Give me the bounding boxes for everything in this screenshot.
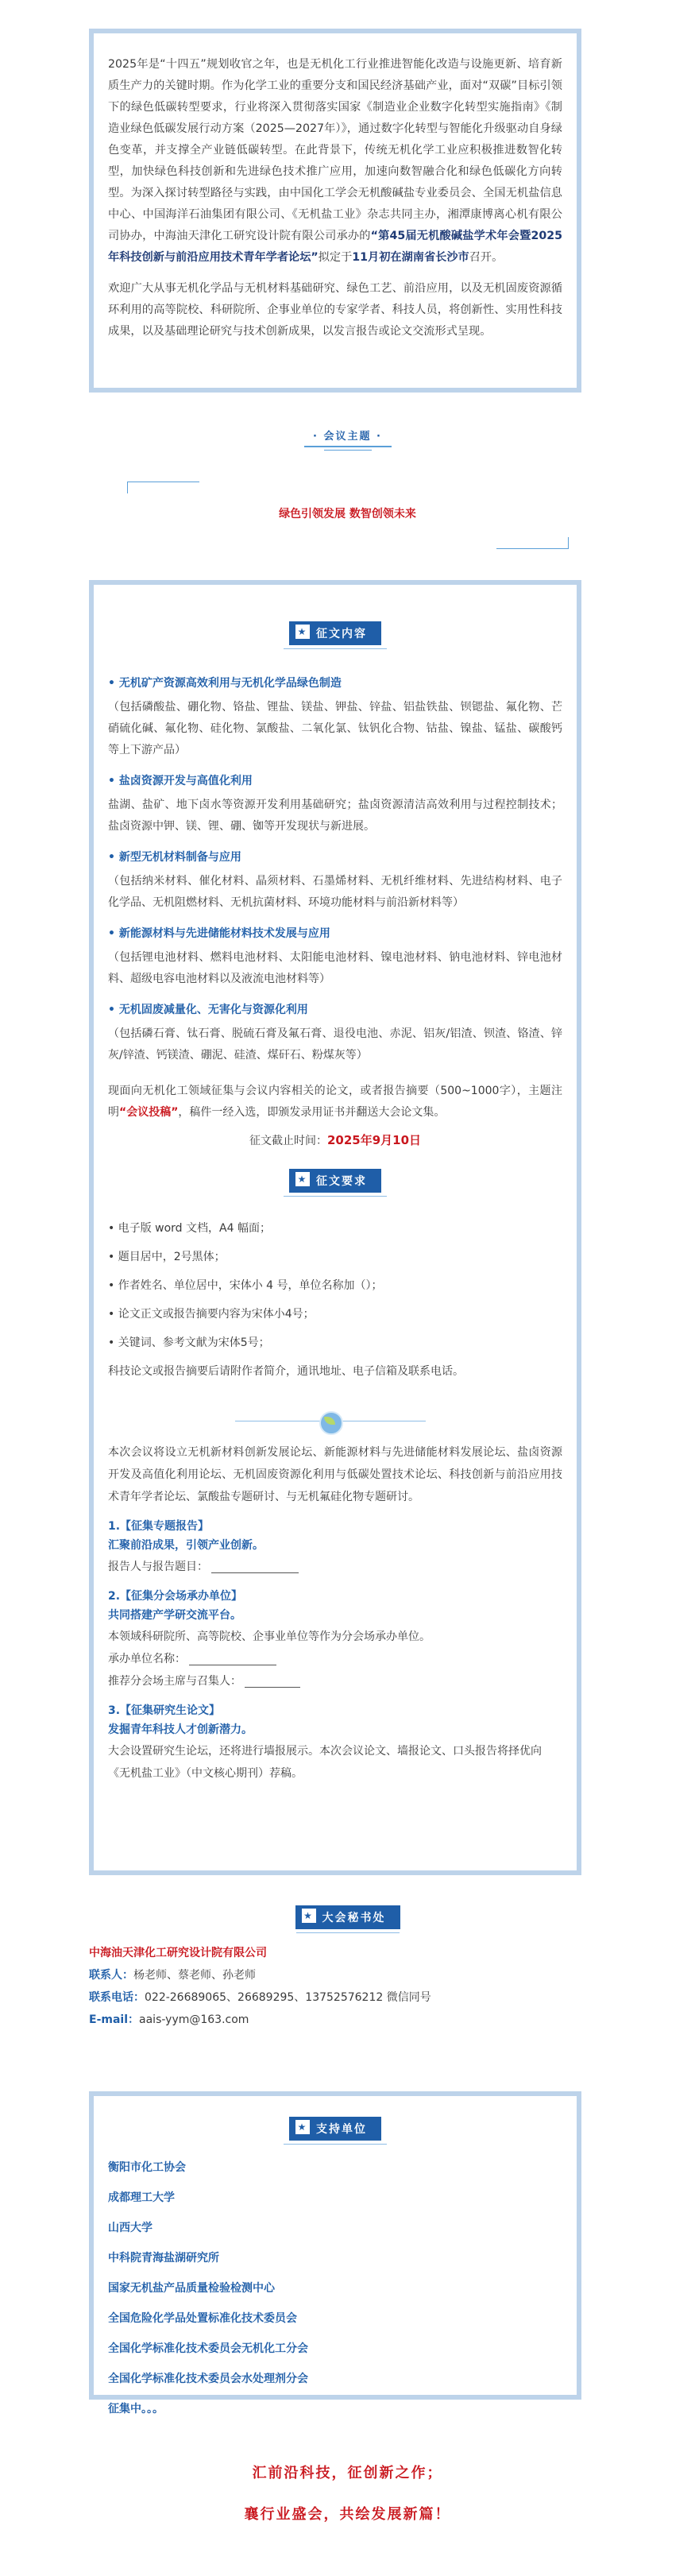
forum-block-title: 3.【征集研究生论文】 bbox=[108, 1704, 221, 1717]
office-phone: 联系电话：022-26689065、26689295、13752576212 微信同号 bbox=[89, 1991, 431, 2004]
requirements-badge: ★ 征文要求 bbox=[289, 1169, 381, 1193]
deadline: 征文截止时间：2025年9月10日 bbox=[249, 1133, 422, 1147]
forum-block-title: 2.【征集分会场承办单位】 bbox=[108, 1590, 243, 1603]
topic-heading: • 新能源材料与先进储能材料技术发展与应用 bbox=[108, 927, 330, 940]
support-badge: ★ 支持单位 bbox=[289, 2117, 381, 2141]
intro-paragraph-2: 欢迎广大从事无机化学品与无机材料基础研究、绿色工艺、前沿应用，以及无机固废资源循环利用的高等院校、科研院所、企事业单位的专家学者、科技人员，将创新性、实用性科技成果，以及基础理论研究与技术创新成果，以发言报告或论文交流形式呈现。 bbox=[108, 282, 562, 338]
support-item: 征集中。。。 bbox=[108, 2403, 164, 2415]
papers-badge: ★ 征文内容 bbox=[289, 621, 381, 645]
deadline-date: 2025年9月10日 bbox=[326, 1133, 422, 1147]
support-item: 全国危险化学品处置标准化技术委员会 bbox=[108, 2312, 297, 2325]
intro-paragraph-1: 2025年是“十四五”规划收官之年，也是无机化工行业推进智能化改造与设施更新、培育新质生产力的关键时期。作为化学工业的重要分支和国民经济基础产业，面对“双碳”目标引领下的绿色低碳转型要求，行业将深入贯彻落实国家《制造业企业数字化转型实施指南》《制造业绿色低碳发展行动方案（2025—2027年）》，通过数字化转型与智能化升级驱动自身绿色变革，并支撑全产业链低碳转型。在此背景下，传统无机化学工业应积极推进数智化转型，加快绿色科技创新和先进绿色技术推广应用，加速向数智融合化和绿色低碳化方向转型。为深入探讨转型路径与实践，由中国化工学会无机酸碱盐专业委员会、全国无机盐信息中心、中国海洋石油集团有限公司、《无机盐工业》杂志共同主办，湘潭康博离心机有限公司协办，中海油天津化工研究设计院有限公司承办的“第45届无机酸碱盐学术年会暨2025年科技创新与前沿应用技术青年学者论坛”拟定于11月初在湖南省长沙市召开。 bbox=[108, 58, 562, 264]
requirement-item: • 电子版 word 文档，A4 幅面； bbox=[108, 1222, 271, 1235]
theme-heading: · 会议主题 · bbox=[0, 427, 695, 451]
office-contact: 联系人：杨老师、蔡老师、孙老师 bbox=[89, 1969, 256, 1982]
forums-intro: 本次会议将设立无机新材料创新发展论坛、新能源材料与先进储能材料发展论坛、盐卤资源开发及高值化利用论坛、无机固废资源化利用与低碳处置技术论坛、科技创新与前沿应用技术青年学者论坛、氯酸盐专题研讨、与无机氟硅化物专题研讨。 bbox=[108, 1446, 562, 1503]
theme-underline-short bbox=[324, 450, 372, 451]
conference-name: “第45届无机酸碱盐学术年会暨2025年科技创新与前沿应用技术青年学者论坛” bbox=[108, 230, 562, 264]
theme-underline bbox=[304, 446, 392, 447]
topic-body: 盐湖、盐矿、地下卤水等资源开发利用基础研究；盐卤资源清洁高效利用与过程控制技术；盐卤资源中钾、镁、锂、硼、铷等开发现状与新进展。 bbox=[108, 799, 562, 833]
support-item: 山西大学 bbox=[108, 2222, 153, 2234]
topic-body: （包括磷酸盐、硼化物、铬盐、锂盐、镁盐、钾盐、锌盐、铝盐铁盐、钡锶盐、氟化物、芒硝硫化碱、氟化物、硅化物、氯酸盐、二氧化氯、钛钒化合物、钴盐、镍盐、锰盐、碳酸钙等上下游产品） bbox=[108, 701, 562, 756]
support-item: 衡阳市化工协会 bbox=[108, 2161, 186, 2174]
star-icon: ★ bbox=[295, 625, 310, 639]
requirement-item: • 论文正文或报告摘要内容为宋体小4号； bbox=[108, 1308, 315, 1321]
blank-line bbox=[211, 1561, 299, 1573]
office-email: E-mail：aais-yym@163.com bbox=[89, 2013, 249, 2026]
requirement-item: • 作者姓名、单位居中，宋体小 4 号，单位名称加（）； bbox=[108, 1279, 383, 1292]
forum-block-subtitle: 共同搭建产学研交流平台。 bbox=[108, 1609, 241, 1622]
intro-box bbox=[89, 29, 581, 393]
papers-box bbox=[89, 580, 581, 1875]
forum-block-subtitle: 汇聚前沿成果，引领产业创新。 bbox=[108, 1539, 264, 1552]
topic-item bbox=[108, 925, 562, 990]
blank-line bbox=[245, 1676, 300, 1688]
section-divider bbox=[108, 1410, 562, 1433]
office-badge: ★ 大会秘书处 bbox=[295, 1905, 400, 1929]
theme-slogan: 绿色引领发展 数智创领未来 bbox=[279, 508, 416, 520]
support-item: 全国化学标准化技术委员会水处理剂分会 bbox=[108, 2373, 308, 2385]
topic-item bbox=[108, 849, 562, 914]
forum-block: 3.【征集研究生论文】 发掘青年科技人才创新潜力。 大会设置研究生论坛，还将进行墙报展示。本次会议论文、墙报论文、口头报告将择优向《无机盐工业》（中文核心期刊）荐稿。 bbox=[108, 1702, 562, 1785]
forum-block-title: 1.【征集专题报告】 bbox=[108, 1520, 210, 1533]
star-icon: ★ bbox=[295, 2120, 310, 2134]
topic-heading: • 新型无机材料制备与应用 bbox=[108, 851, 241, 864]
badge-underline bbox=[296, 1932, 400, 1933]
topic-body: （包括磷石膏、钛石膏、脱硫石膏及氟石膏、退役电池、赤泥、铝灰/铝渣、钡渣、铬渣、锌灰/锌渣、钙镁渣、硼泥、硅渣、煤矸石、粉煤灰等） bbox=[108, 1027, 562, 1062]
decor-bracket-top-left bbox=[127, 482, 199, 493]
footer-line-2: 襄行业盛会，共绘发展新篇！ bbox=[244, 2506, 451, 2523]
topic-item bbox=[108, 675, 562, 761]
topic-heading: • 无机矿产资源高效利用与无机化学品绿色制造 bbox=[108, 677, 342, 690]
star-icon: ★ bbox=[295, 1172, 310, 1186]
requirement-note: 科技论文或报告摘要后请附作者简介，通讯地址、电子信箱及联系电话。 bbox=[108, 1365, 464, 1378]
office-org: 中海油天津化工研究设计院有限公司 bbox=[89, 1947, 267, 1959]
conference-date: 11月初在湖南省长沙市 bbox=[352, 251, 469, 264]
topic-item bbox=[108, 1001, 562, 1066]
topic-body: （包括纳米材料、催化材料、晶须材料、石墨烯材料、无机纤维材料、先进结构材料、电子化学品、无机阻燃材料、无机抗菌材料、环境功能材料与前沿新材料等） bbox=[108, 875, 562, 909]
decor-bracket-bottom-right bbox=[496, 537, 569, 549]
topic-heading: • 无机固废减量化、无害化与资源化利用 bbox=[108, 1004, 308, 1016]
topic-item bbox=[108, 772, 562, 837]
requirement-item: • 题目居中，2号黑体； bbox=[108, 1251, 226, 1263]
forum-block: 1.【征集专题报告】 汇聚前沿成果，引领产业创新。 报告人与报告题目： bbox=[108, 1518, 562, 1578]
requirement-item: • 关键词、参考文献为宋体5号； bbox=[108, 1336, 270, 1349]
support-item: 国家无机盐产品质量检验检测中心 bbox=[108, 2282, 275, 2295]
forum-block-subtitle: 发掘青年科技人才创新潜力。 bbox=[108, 1723, 253, 1736]
topic-heading: • 盐卤资源开发与高值化利用 bbox=[108, 775, 253, 787]
forum-block: 2.【征集分会场承办单位】 共同搭建产学研交流平台。 本领域科研院所、高等院校、企事业单位等作为分会场承办单位。 承办单位名称： 推荐分会场主席与召集人： bbox=[108, 1588, 562, 1692]
support-item: 中科院青海盐湖研究所 bbox=[108, 2252, 219, 2265]
submission-tag: “会议投稿” bbox=[119, 1106, 179, 1119]
footer-line-1: 汇前沿科技，征创新之作； bbox=[252, 2465, 443, 2481]
topic-body: （包括锂电池材料、燃料电池材料、太阳能电池材料、镍电池材料、钠电池材料、锌电池材料、超级电容电池材料以及液流电池材料等） bbox=[108, 951, 562, 985]
support-box bbox=[89, 2091, 581, 2415]
blank-line bbox=[189, 1654, 276, 1665]
star-icon: ★ bbox=[302, 1909, 316, 1923]
secretariat-info bbox=[89, 1942, 597, 2031]
support-item: 全国化学标准化技术委员会无机化工分会 bbox=[108, 2342, 308, 2355]
call-for-papers: 现面向无机化工领域征集与会议内容相关的论文，或者报告摘要（500~1000字），主题注明“会议投稿”，稿件一经入选，即颁发录用证书并翻送大会论文集。 bbox=[108, 1085, 562, 1119]
support-item: 成都理工大学 bbox=[108, 2191, 175, 2204]
